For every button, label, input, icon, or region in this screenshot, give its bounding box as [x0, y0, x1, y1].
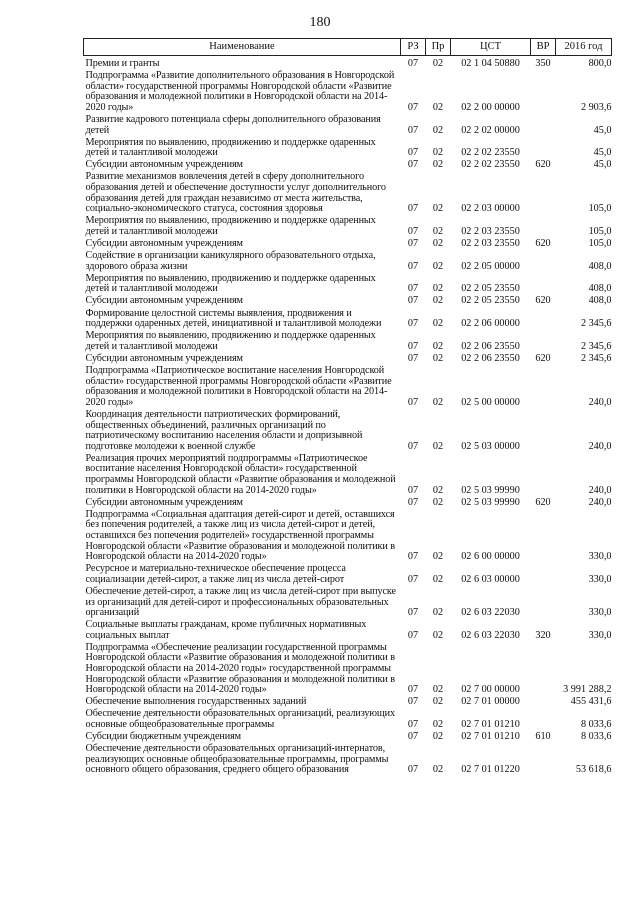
- cell-name: Подпрограмма «Обеспечение реализации государственной программы Новгородской области «Развитие образования и молодежной политики в Новгородской области на 2014-2020 годы» государственной программы Новгородской области «Развитие образования и молодежной политики в Новгородской области на 2014-2020 годы»: [85, 641, 395, 696]
- cell-name: Субсидии автономным учреждениям: [85, 238, 243, 249]
- cell-rz: 07: [407, 225, 419, 237]
- cell-pr: 02: [432, 551, 444, 563]
- cell-vr: [531, 510, 556, 564]
- cell-name: Обеспечение деятельности образовательных организаций-интернатов, реализующих основные общеобразовательные программы, программы основного общего образования, среднего общего образования: [85, 743, 389, 776]
- cell-vr: 620: [535, 496, 551, 508]
- table-row: [84, 56, 612, 72]
- cell-name: Мероприятия по выявлению, продвижению и поддержке одаренных детей и талантливой молодежи: [85, 215, 376, 237]
- table-header: [84, 39, 612, 56]
- header-cst: ЦСТ: [451, 39, 531, 56]
- cell-pr: 02: [432, 764, 444, 776]
- cell-vr: [531, 643, 556, 697]
- cell-pr: 02: [432, 295, 444, 307]
- cell-vr: [531, 71, 556, 115]
- cell-name: Мероприятия по выявлению, продвижению и поддержке одаренных детей и талантливой молодежи: [85, 330, 376, 352]
- cell-sum: 408,0: [588, 283, 612, 295]
- cell-sum: 408,0: [588, 260, 612, 272]
- cell-sum: 240,0: [588, 496, 612, 508]
- cell-sum: 2 345,6: [580, 318, 612, 330]
- cell-rz: 07: [407, 684, 419, 696]
- cell-name: Субсидии автономным учреждениям: [85, 159, 243, 171]
- cell-cst: 02 7 01 01220: [461, 764, 520, 776]
- cell-pr: 02: [432, 696, 444, 708]
- cell-vr: 620: [535, 295, 551, 307]
- cell-cst: 02 6 03 22030: [461, 629, 520, 641]
- cell-sum: 45,0: [593, 124, 612, 136]
- cell-vr: 620: [535, 352, 551, 364]
- cell-name: Развитие механизмов вовлечения детей в сферу дополнительного образования детей и обеспечение доступности услуг дополнительного образования детей для граждан независимо от места жительства, социально-экономического статуса, состояния здоровья: [85, 171, 386, 215]
- cell-cst: 02 1 04 50880: [461, 58, 520, 69]
- cell-sum: 8 033,6: [580, 731, 612, 743]
- cell-rz: 07: [407, 159, 419, 171]
- cell-rz: 07: [407, 295, 419, 307]
- cell-rz: 07: [407, 124, 419, 136]
- cell-rz: 07: [407, 764, 419, 776]
- cell-name: Мероприятия по выявлению, продвижению и поддержке одаренных детей и талантливой молодежи: [85, 136, 376, 159]
- cell-name: Мероприятия по выявлению, продвижению и поддержке одаренных детей и талантливой молодежи: [85, 272, 376, 295]
- cell-sum: 45,0: [593, 147, 612, 159]
- cell-pr: 02: [432, 318, 444, 330]
- cell-name: Развитие кадрового потенциала сферы дополнительного образования детей: [85, 113, 381, 136]
- cell-rz: 07: [407, 496, 419, 508]
- table-row: [84, 620, 612, 643]
- cell-vr: [531, 172, 556, 216]
- cell-sum: 45,0: [593, 159, 612, 171]
- cell-cst: 02 2 00 00000: [461, 101, 520, 113]
- cell-pr: 02: [432, 440, 444, 452]
- cell-name: Субсидии автономным учреждениям: [85, 352, 243, 364]
- table-row: [84, 454, 612, 498]
- cell-vr: [531, 216, 556, 239]
- cell-sum: 105,0: [588, 238, 612, 249]
- cell-cst: 02 2 03 23550: [461, 238, 520, 249]
- cell-sum: 330,0: [588, 551, 612, 563]
- cell-vr: 350: [535, 58, 551, 69]
- cell-cst: 02 2 06 23550: [461, 352, 520, 364]
- cell-pr: 02: [432, 573, 444, 585]
- cell-sum: 330,0: [588, 629, 612, 641]
- cell-rz: 07: [407, 396, 419, 408]
- cell-pr: 02: [432, 283, 444, 295]
- cell-cst: 02 2 06 00000: [461, 318, 520, 330]
- cell-cst: 02 7 01 00000: [461, 696, 520, 708]
- cell-rz: 07: [407, 352, 419, 364]
- cell-vr: [531, 697, 556, 709]
- cell-pr: 02: [432, 352, 444, 364]
- cell-rz: 07: [407, 260, 419, 272]
- cell-cst: 02 7 00 00000: [461, 684, 520, 696]
- cell-sum: 800,0: [588, 58, 612, 69]
- cell-sum: 3 991 288,2: [563, 684, 612, 696]
- cell-vr: [531, 709, 556, 732]
- cell-sum: 240,0: [588, 484, 612, 496]
- table-row: [84, 172, 612, 216]
- cell-cst: 02 7 01 01210: [461, 731, 520, 743]
- cell-cst: 02 2 05 00000: [461, 260, 520, 272]
- cell-pr: 02: [432, 203, 444, 215]
- cell-cst: 02 2 02 00000: [461, 124, 520, 136]
- cell-sum: 8 033,6: [580, 719, 612, 731]
- table-row: [84, 296, 612, 308]
- table-row: [84, 309, 612, 332]
- cell-sum: 240,0: [588, 396, 612, 408]
- cell-pr: 02: [432, 396, 444, 408]
- cell-cst: 02 7 01 01210: [461, 719, 520, 731]
- table-row: [84, 71, 612, 115]
- cell-name: Содействие в организации каникулярного образовательного отдыха, здорового образа жизни: [85, 250, 376, 272]
- cell-name: Подпрограмма «Развитие дополнительного образования в Новгородской области» государственной программы Новгородской области «Развитие образования и молодежной политики в Новгородской области на 2014-2020 годы»: [85, 70, 395, 113]
- cell-cst: 02 5 03 00000: [461, 440, 520, 452]
- cell-cst: 02 2 03 23550: [461, 225, 520, 237]
- cell-pr: 02: [432, 101, 444, 113]
- budget-table: [83, 38, 612, 778]
- header-pr: Пр: [426, 39, 451, 56]
- cell-vr: [531, 564, 556, 587]
- header-vr: ВР: [531, 39, 556, 56]
- cell-vr: 620: [535, 238, 551, 249]
- cell-rz: 07: [407, 629, 419, 641]
- cell-vr: [531, 454, 556, 498]
- cell-rz: 07: [407, 147, 419, 159]
- cell-pr: 02: [432, 159, 444, 171]
- cell-vr: [531, 138, 556, 161]
- cell-name: Координация деятельности патриотических формирований, общественных объединений, различных организаций по патриотическому воспитанию населения области и допризывной подготовке молодежи к военной службе: [85, 408, 363, 452]
- cell-vr: 620: [535, 159, 551, 171]
- cell-rz: 07: [407, 731, 419, 743]
- cell-name: Премии и гранты: [85, 58, 160, 69]
- cell-pr: 02: [432, 225, 444, 237]
- table-row: [84, 115, 612, 138]
- table-row: [84, 709, 612, 732]
- cell-rz: 07: [407, 283, 419, 295]
- cell-pr: 02: [432, 340, 444, 352]
- cell-pr: 02: [432, 124, 444, 136]
- cell-vr: [531, 309, 556, 332]
- cell-cst: 02 6 00 00000: [461, 551, 520, 563]
- cell-pr: 02: [432, 731, 444, 743]
- cell-sum: 408,0: [588, 295, 612, 307]
- cell-vr: [531, 587, 556, 620]
- table-row: [84, 274, 612, 297]
- cell-rz: 07: [407, 551, 419, 563]
- cell-name: Реализация прочих мероприятий подпрограммы «Патриотическое воспитание населения Новгородской области» государственной программы Новгородской области «Развитие образования и молодежной политики в Новгородской области на 2014-2020 годы»: [85, 452, 396, 496]
- cell-rz: 07: [407, 101, 419, 113]
- cell-sum: 330,0: [588, 573, 612, 585]
- cell-pr: 02: [432, 147, 444, 159]
- cell-rz: 07: [407, 318, 419, 330]
- cell-vr: 320: [535, 629, 551, 641]
- cell-rz: 07: [407, 573, 419, 585]
- cell-cst: 02 2 02 23550: [461, 147, 520, 159]
- cell-sum: 105,0: [588, 225, 612, 237]
- cell-vr: [531, 115, 556, 138]
- cell-pr: 02: [432, 260, 444, 272]
- cell-sum: 105,0: [588, 203, 612, 215]
- cell-name: Ресурсное и материально-техническое обеспечение процесса социализации детей-сирот, а также лиц из числа детей-сирот: [85, 563, 346, 585]
- table-row: [84, 331, 612, 354]
- cell-cst: 02 5 03 99990: [461, 484, 520, 496]
- cell-sum: 2 345,6: [580, 340, 612, 352]
- cell-vr: [531, 744, 556, 777]
- cell-cst: 02 2 05 23550: [461, 295, 520, 307]
- table-row: [84, 744, 612, 777]
- cell-name: Подпрограмма «Социальная адаптация детей-сирот и детей, оставшихся без попечения родителей, а также лиц из числа детей-сирот и детей, оставшихся без попечения родителей» государственной программы Новгородской области «Развитие образования и молодежной политики в Новгородской области на 2014-2020 годы»: [85, 508, 395, 563]
- cell-sum: 455 431,6: [570, 696, 612, 708]
- cell-cst: 02 5 03 99990: [461, 496, 520, 508]
- cell-vr: [531, 331, 556, 354]
- cell-vr: [531, 410, 556, 454]
- cell-name: Обеспечение деятельности образовательных организаций, реализующих основные общеобразовательные программы: [85, 708, 396, 731]
- cell-pr: 02: [432, 484, 444, 496]
- cell-rz: 07: [407, 607, 419, 619]
- cell-pr: 02: [432, 607, 444, 619]
- table-row: [84, 510, 612, 564]
- cell-rz: 07: [407, 696, 419, 708]
- cell-cst: 02 2 05 23550: [461, 283, 520, 295]
- cell-sum: 2 903,6: [580, 101, 612, 113]
- cell-sum: 2 345,6: [580, 352, 612, 364]
- cell-name: Социальные выплаты гражданам, кроме публичных нормативных социальных выплат: [85, 619, 367, 641]
- header-name: Наименование: [84, 39, 401, 56]
- table-row: [84, 643, 612, 697]
- cell-rz: 07: [407, 440, 419, 452]
- cell-rz: 07: [407, 719, 419, 731]
- cell-name: Формирование целостной системы выявления, продвижения и поддержки одаренных детей, инициативной и талантливой молодежи: [85, 307, 382, 330]
- table-body: [84, 56, 612, 778]
- cell-pr: 02: [432, 629, 444, 641]
- cell-pr: 02: [432, 496, 444, 508]
- cell-name: Подпрограмма «Патриотическое воспитание населения Новгородской области» государственной программы Новгородской области «Развитие образования и молодежной политики в Новгородской области на 2014-2020 годы»: [85, 365, 392, 408]
- table-row: [84, 251, 612, 274]
- table-row: [84, 587, 612, 620]
- cell-rz: 07: [407, 238, 419, 249]
- table-row: [84, 138, 612, 161]
- cell-pr: 02: [432, 719, 444, 731]
- cell-sum: 240,0: [588, 440, 612, 452]
- cell-pr: 02: [432, 58, 444, 69]
- table-row: [84, 366, 612, 410]
- table-row: [84, 498, 612, 510]
- cell-name: Субсидии бюджетным учреждениям: [85, 731, 242, 743]
- cell-vr: [531, 251, 556, 274]
- table-row: [84, 410, 612, 454]
- cell-rz: 07: [407, 203, 419, 215]
- cell-rz: 07: [407, 484, 419, 496]
- cell-vr: [531, 274, 556, 297]
- cell-cst: 02 6 03 22030: [461, 607, 520, 619]
- cell-pr: 02: [432, 238, 444, 249]
- table-row: [84, 216, 612, 239]
- cell-name: Субсидии автономным учреждениям: [85, 496, 243, 508]
- cell-name: Субсидии автономным учреждениям: [85, 295, 243, 307]
- cell-cst: 02 2 02 23550: [461, 159, 520, 171]
- header-year: 2016 год: [556, 39, 612, 56]
- cell-name: Обеспечение детей-сирот, а также лиц из числа детей-сирот при выпуске из организаций для детей-сирот и профессиональных образовательных организаций: [85, 585, 396, 619]
- header-rz: РЗ: [401, 39, 426, 56]
- cell-cst: 02 6 03 00000: [461, 573, 520, 585]
- cell-name: Обеспечение выполнения государственных заданий: [85, 696, 307, 708]
- cell-rz: 07: [407, 340, 419, 352]
- cell-pr: 02: [432, 684, 444, 696]
- cell-sum: 330,0: [588, 607, 612, 619]
- table-row: [84, 564, 612, 587]
- cell-sum: 53 618,6: [575, 764, 612, 776]
- cell-vr: 610: [535, 731, 551, 743]
- cell-cst: 02 5 00 00000: [461, 396, 520, 408]
- page-number: 180: [309, 15, 331, 30]
- cell-cst: 02 2 03 00000: [461, 203, 520, 215]
- cell-rz: 07: [407, 58, 419, 69]
- cell-vr: [531, 366, 556, 410]
- cell-cst: 02 2 06 23550: [461, 340, 520, 352]
